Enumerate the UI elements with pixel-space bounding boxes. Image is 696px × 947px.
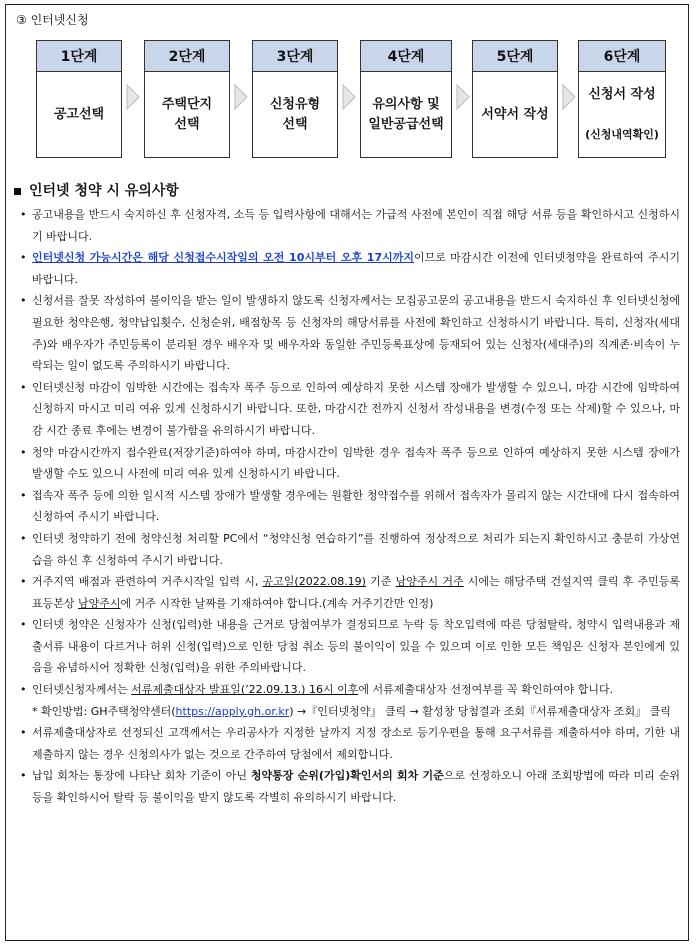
list-item: [20, 722, 680, 765]
section-title: ③ 인터넷신청: [16, 13, 89, 27]
item-text: 이므로 마감시간 이전에 인터넷청약을 완료하여 주시기 바랍니다.: [32, 251, 680, 286]
step-3: [252, 40, 338, 158]
step-1: [36, 40, 122, 158]
chevron-right-icon: [342, 84, 356, 110]
bold-text: 청약통장 순위(가입)확인서의 회차 기준: [250, 769, 444, 783]
item-text: 인터넷신청 마감이 임박한 시간에는 접속자 폭주 등으로 인하여 예상하지 못한 시스템 장애가 발생할 수 있으니, 마감 시간에 임박하여 신청하지 마시고 미리 여유 있게 신청하시기 바랍니다. 또한, 마감시간 전까지 신청서 작성내용을 변경(수정 또는 삭제)할 수 있으나, 마감 시간 종료 후에는 변경이 불가함을 유의하시기 바랍니다.: [32, 380, 680, 437]
chevron-right-icon: [126, 84, 140, 110]
chevron-right-icon: [456, 84, 470, 110]
item-text: 인터넷 청약은 신청자가 신청(입력)한 내용을 근거로 당첨여부가 결정되므로 누락 등 착오입력에 따른 당첨탈락, 청약시 입력내용과 제출서류 내용이 다르거나 허위 신청(입력)으로 인한 당첨 취소 등의 불이익이 있을 수 있으며 이로 인한 모든 책임은 신청자 본인에게 있음을 유념하시어 정확한 신청(입력)을 위한 주의바랍니다.: [32, 618, 680, 675]
list-item: [20, 204, 680, 247]
item-text: 으로 선정하오니 아래 조회방법에 따라 미리 순위 등을 확인하시어 탈락 등 불이익을 받지 않도록 각별히 유의하시기 바랍니다.: [32, 769, 680, 805]
list-item: [20, 528, 680, 571]
step-6-label: 신청서 작성: [588, 87, 656, 102]
item-text: 서류제출대상자로 선정되신 고객께서는 우리공사가 지정한 날까지 지정 장소로 등기우편을 통해 요구서류를 제출하셔야 하며, 기한 내 제출하지 않는 경우 신청의사가 없는 것으로 간주하여 당첨에서 제외합니다.: [32, 726, 680, 761]
step-5-head: 5단계: [473, 41, 557, 72]
item-text: 에 서류제출대상자 선정여부를 꼭 확인하여야 합니다.: [358, 683, 614, 697]
item-text: 접속자 폭주 등에 의한 일시적 시스템 장애가 발생할 경우에는 원활한 청약접수를 위해서 접속자가 몰리지 않는 시간대에 다시 접속하여 신청하여 주시기 바랍니다.: [32, 488, 680, 524]
item-text: 거주지역 배점과 관련하여 거주시작일 입력 시,: [32, 575, 263, 589]
item-text: 인터넷신청자께서는: [32, 683, 132, 697]
chevron-right-icon: [562, 84, 576, 110]
square-bullet-icon: [14, 188, 21, 195]
step-2: [144, 40, 230, 158]
caution-heading: [14, 180, 179, 200]
item-text: 인터넷 청약하기 전에 청약신청 처리할 PC에서 “청약신청 연습하기”를 진행하여 정상적으로 처리가 되는지 확인하시고 충분히 가상연습을 하신 후 신청하여 주시기 바랍니다.: [32, 531, 680, 567]
list-item: [20, 247, 680, 290]
step-2-head: 2단계: [145, 41, 229, 72]
list-item: [20, 290, 680, 376]
step-4-head: 4단계: [361, 41, 451, 72]
step-6: [578, 40, 666, 158]
caution-list: [20, 204, 680, 809]
list-item: [20, 377, 680, 442]
item-text: 청약 마감시간까지 접수완료(저장기준)하여야 하며, 마감시간이 임박한 경우 접속자 폭주 등으로 인하여 예상하지 못한 시스템 장애가 발생할 수도 있으니 사전에 미리 여유 있게 신청하시기 바랍니다.: [32, 445, 680, 481]
note-text: ) →『인터넷청약』 클릭 → 활성창 당첨결과 조회『서류제출대상자 조회』 클릭: [289, 704, 671, 718]
item-text: 공고내용을 반드시 숙지하신 후 신청자격, 소득 등 입력사항에 대해서는 가급적 사전에 본인이 직접 해당 서류 등을 확인하시고 신청하시기 바랍니다.: [32, 208, 680, 243]
step-6-body: [579, 72, 665, 158]
item-text: 에 거주 시작한 날짜를 기재하여야 합니다.(계속 거주기간만 인정): [120, 596, 434, 610]
item-text: 시에는 해당주택 건설지역 클릭 후 주민등록표등본상: [32, 575, 680, 610]
step-3-head: 3단계: [253, 41, 337, 72]
underlined-text: 서류제출대상자 발표일(’22.09.13.) 16시 이후: [131, 683, 359, 697]
step-5-body: 서약서 작성: [481, 107, 549, 122]
list-item: [20, 679, 680, 701]
chevron-right-icon: [234, 84, 248, 110]
underlined-text: 남양주시: [78, 596, 121, 610]
step-1-body: 공고선택: [53, 107, 105, 122]
step-1-head: 1단계: [37, 41, 121, 72]
note-text: * 확인방법: GH주택청약센터(: [32, 704, 176, 718]
list-item: [20, 485, 680, 528]
list-item: [20, 765, 680, 808]
item-text: 납입 회차는 통장에 나타난 회차 기준이 아닌: [32, 769, 251, 783]
item-text: 신청서를 잘못 작성하여 불이익을 받는 일이 발생하지 않도록 신청자께서는 모집공고문의 공고내용을 반드시 숙지하신 후 인터넷신청에 필요한 청약은행, 청약납입횟수, 신청순위, 배점항목 등 신청자의 해당서류를 사전에 확인하고 신청하시기 바랍니다. 특히, 신청자(세대주)와 배우자가 주민등록이 분리된 경우 배우자 및 배우자와 동일한 주민등록표상에 등재되어 있는 신청자(세대주)의 직계존·비속이 누락되는 일이 없도록 주의하시기 바랍니다.: [32, 294, 680, 373]
apply-gh-link[interactable]: https://apply.gh.or.kr: [175, 704, 290, 718]
list-item: [20, 614, 680, 679]
step-6-head: 6단계: [579, 41, 665, 72]
step-4: [360, 40, 452, 158]
step-flow: [36, 40, 666, 160]
step-2-body: 주택단지 선택: [161, 97, 213, 132]
caution-title: 인터넷 청약 시 유의사항: [29, 183, 179, 199]
note-item: [20, 701, 680, 723]
item-text: 기준: [365, 575, 396, 589]
highlight-text: 인터넷신청 가능시간은 해당 신청접수시작일의 오전 10시부터 오후 17시까지: [32, 251, 414, 265]
step-5: [472, 40, 558, 158]
step-4-body: 유의사항 및 일반공급선택: [368, 97, 444, 132]
underlined-text: 남양주시 거주: [395, 575, 464, 589]
list-item: [20, 442, 680, 485]
step-6-sub: (신청내역확인): [585, 128, 659, 141]
underlined-text: 공고일(2022.08.19): [262, 575, 366, 589]
step-3-body: 신청유형 선택: [269, 97, 321, 132]
list-item: [20, 571, 680, 614]
